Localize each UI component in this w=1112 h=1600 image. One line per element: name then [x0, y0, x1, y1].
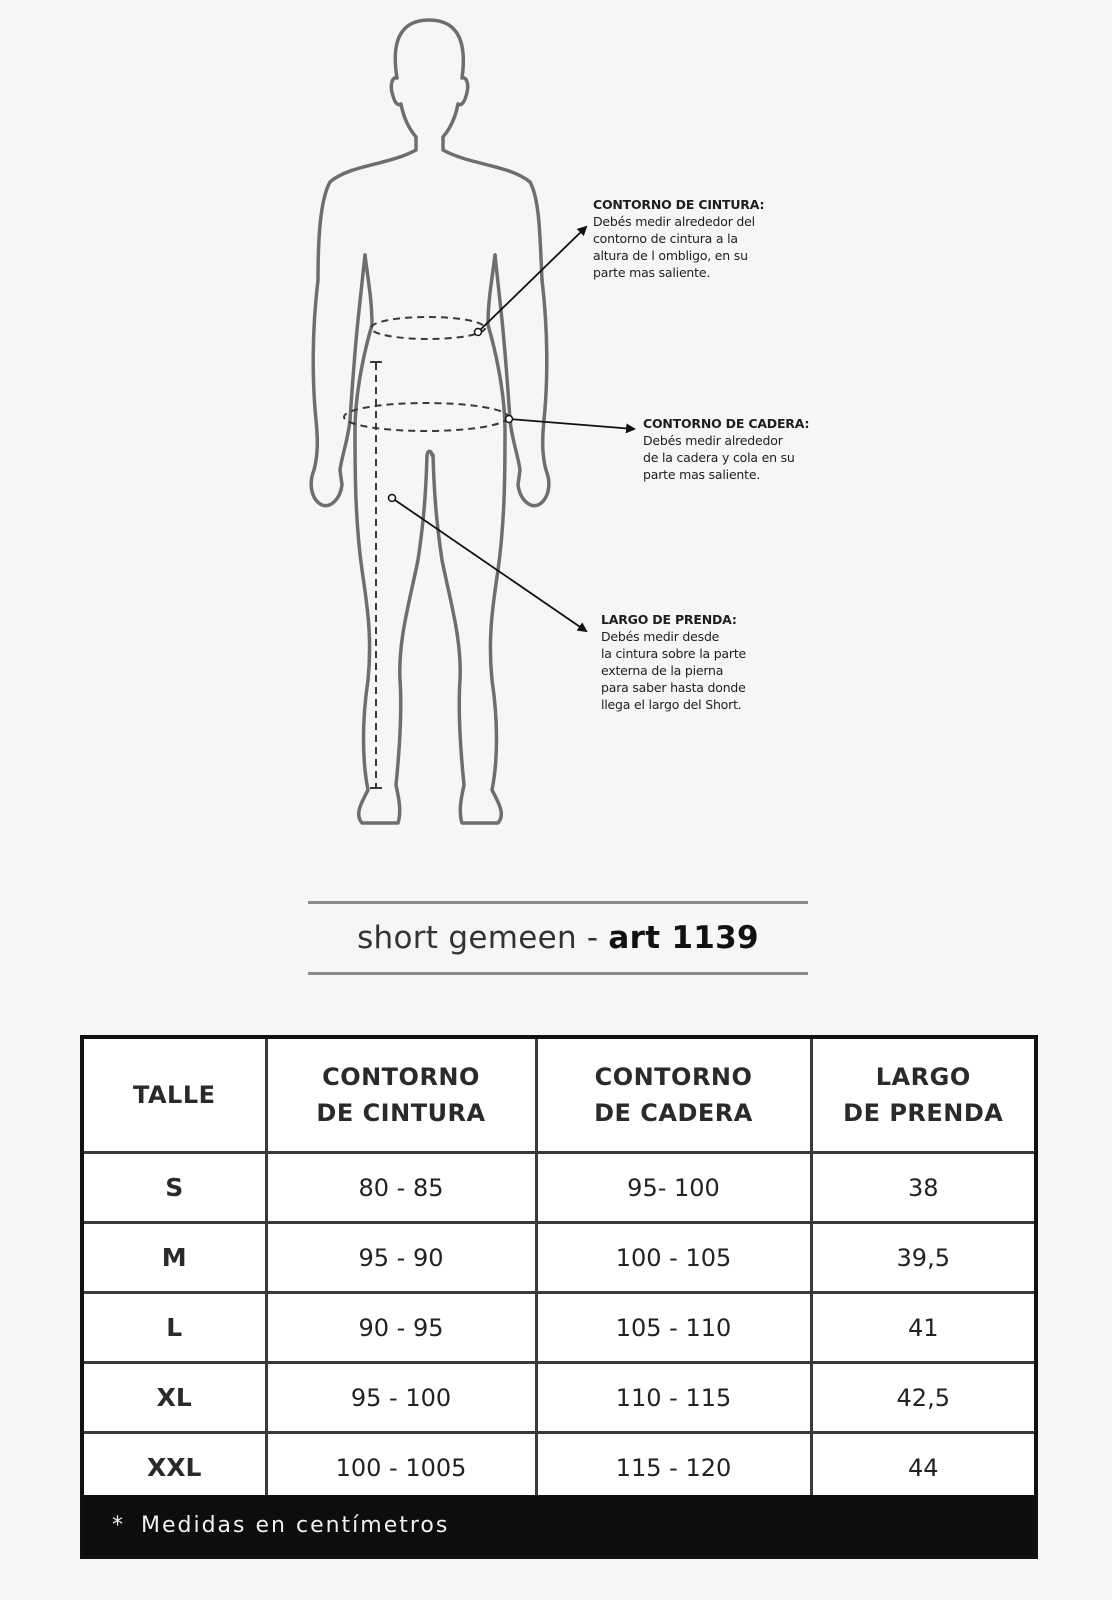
length-arrow — [392, 498, 586, 631]
hip-cell: 110 - 115 — [536, 1363, 811, 1433]
size-cell: XXL — [84, 1433, 266, 1503]
waist-callout — [593, 196, 783, 281]
length-callout-title: LARGO DE PRENDA: — [601, 612, 737, 627]
size-table — [84, 1039, 1034, 1504]
length-cell: 41 — [811, 1293, 1034, 1363]
header-hip: CONTORNO DE CADERA — [536, 1039, 811, 1153]
hip-cell: 115 - 120 — [536, 1433, 811, 1503]
size-cell: S — [84, 1153, 266, 1223]
header-size: TALLE — [84, 1039, 266, 1153]
length-callout-text: Debés medir desde la cintura sobre la parte externa de la pierna para saber hasta donde llega el largo del Short. — [601, 629, 747, 712]
waist-cell: 95 - 100 — [266, 1363, 536, 1433]
size-cell: M — [84, 1223, 266, 1293]
footnote-asterisk: * — [112, 1512, 125, 1538]
waist-cell: 90 - 95 — [266, 1293, 536, 1363]
size-chart — [80, 1035, 1038, 1559]
hip-cell: 100 - 105 — [536, 1223, 811, 1293]
units-footnote — [84, 1495, 1034, 1555]
product-title — [308, 901, 808, 975]
table-header-row — [84, 1039, 1034, 1153]
length-cell: 39,5 — [811, 1223, 1034, 1293]
waist-cell: 80 - 85 — [266, 1153, 536, 1223]
left-leg-outline — [355, 255, 432, 823]
waist-cell: 100 - 1005 — [266, 1433, 536, 1503]
waist-measure-line — [371, 317, 485, 339]
hip-measure-line — [344, 403, 508, 431]
length-cell: 38 — [811, 1153, 1034, 1223]
size-cell: XL — [84, 1363, 266, 1433]
table-row — [84, 1153, 1034, 1223]
table-row — [84, 1363, 1034, 1433]
table-row — [84, 1223, 1034, 1293]
table-row — [84, 1293, 1034, 1363]
right-leg-outline — [433, 255, 505, 823]
article-number: art 1139 — [608, 920, 759, 956]
waist-callout-title: CONTORNO DE CINTURA: — [593, 197, 765, 212]
title-separator: - — [586, 920, 599, 956]
hip-callout-title: CONTORNO DE CADERA: — [643, 416, 810, 431]
header-length: LARGO DE PRENDA — [811, 1039, 1034, 1153]
waist-callout-text: Debés medir alrededor del contorno de cintura a la altura de l ombligo, en su parte mas saliente. — [593, 214, 755, 280]
length-callout — [601, 611, 771, 713]
length-cell: 42,5 — [811, 1363, 1034, 1433]
hip-cell: 95- 100 — [536, 1153, 811, 1223]
waist-cell: 95 - 90 — [266, 1223, 536, 1293]
hip-arrow — [509, 419, 634, 429]
waist-arrow — [478, 227, 586, 332]
footnote-text: Medidas en centímetros — [141, 1512, 450, 1538]
length-cell: 44 — [811, 1433, 1034, 1503]
header-waist: CONTORNO DE CINTURA — [266, 1039, 536, 1153]
hip-callout-text: Debés medir alrededor de la cadera y cola en su parte mas saliente. — [643, 433, 795, 482]
hip-cell: 105 - 110 — [536, 1293, 811, 1363]
head-outline-left — [318, 78, 416, 280]
product-name: short gemeen — [357, 920, 577, 956]
table-row — [84, 1433, 1034, 1503]
hip-callout — [643, 415, 818, 483]
size-cell: L — [84, 1293, 266, 1363]
